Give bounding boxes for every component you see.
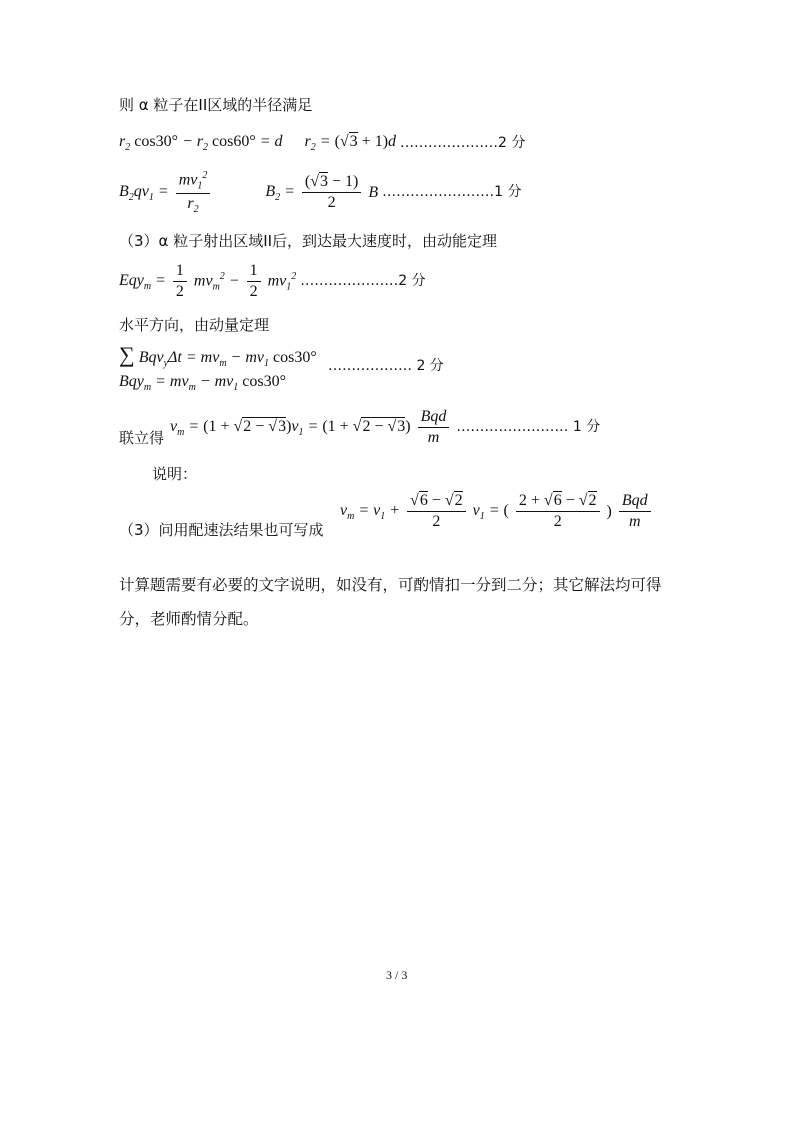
eq2-right: $B_2$ =: [265, 182, 295, 203]
equation-magnetic-field: $B_2qv_1$ = $\frac{mv_1^2}{r_2}$ $B_2$ = $\frac{(√3 - 1)}{2}$ B ……………………1 分: [119, 170, 522, 216]
eq1-left: $r_2$ $\cos 30^\circ - r_2$ cos60° = d: [119, 133, 283, 154]
eq6-score: …………………… 1 分: [456, 419, 601, 436]
part3-title: （3）α 粒子射出区域II后，到达最大速度时，由动能定理: [119, 232, 498, 250]
page-number: 3 / 3: [386, 968, 408, 982]
eq2-left: $B_2qv_1$ =: [119, 182, 169, 203]
combine-label: 联立得: [119, 429, 165, 447]
eq45-score: ……………… 2 分: [328, 358, 444, 374]
eq3-score: …………………2 分: [300, 273, 426, 290]
horizontal-direction-text: 水平方向，由动量定理: [119, 316, 270, 334]
eq1-score: …………………2 分: [400, 134, 526, 151]
equation-radius-condition: [119, 132, 525, 154]
eq2-fraction: $\frac{mv_1^2}{r_2}$: [176, 170, 211, 216]
note-label: 说明：: [152, 465, 198, 483]
equation-momentum-result: $Bqy_m = mv_m - mv_1$ cos30°: [119, 373, 286, 394]
equation-max-velocity: $v_m = (1 + √2 - √3)v_1 = (1 + √2 - √3)$ $\frac{\text{Bqd}}{m}$ …………………… 1 分: [170, 408, 601, 447]
grading-note-line2: 分，老师酌情分配。: [119, 610, 259, 628]
equation-alternative: $v_m = v_1$ + $\frac{√6 - √2}{2}$ $v_1$ = ( $\frac{2 + √6 - √2}{2}$ ) $\frac{\text{Bqd}}{m}$: [340, 492, 654, 532]
eq1-right: $r_2 = (√3 + 1)d$: [304, 133, 397, 154]
intro-text: 则 α 粒子在II区域的半径满足: [119, 96, 313, 114]
note-part3: （3）问用配速法结果也可写成: [119, 521, 324, 539]
equation-momentum-sum: ∑ $Bqv_y\Delta t = mv_m - mv_1$ cos30°: [119, 342, 317, 370]
eq2-score: ……………………1 分: [382, 184, 522, 201]
equation-energy-theorem: Eqy$_m$ = $\frac{1}{2}$ $mv_m^2$ − $\frac{1}{2}$ $mv_1^2$ …………………2 分: [119, 262, 426, 301]
grading-note-line1: 计算题需要有必要的文字说明，如没有，可酌情扣一分到二分；其它解法均可得: [119, 576, 662, 594]
eq2-right-fraction: $\frac{(√3 - 1)}{2}$: [302, 173, 361, 213]
